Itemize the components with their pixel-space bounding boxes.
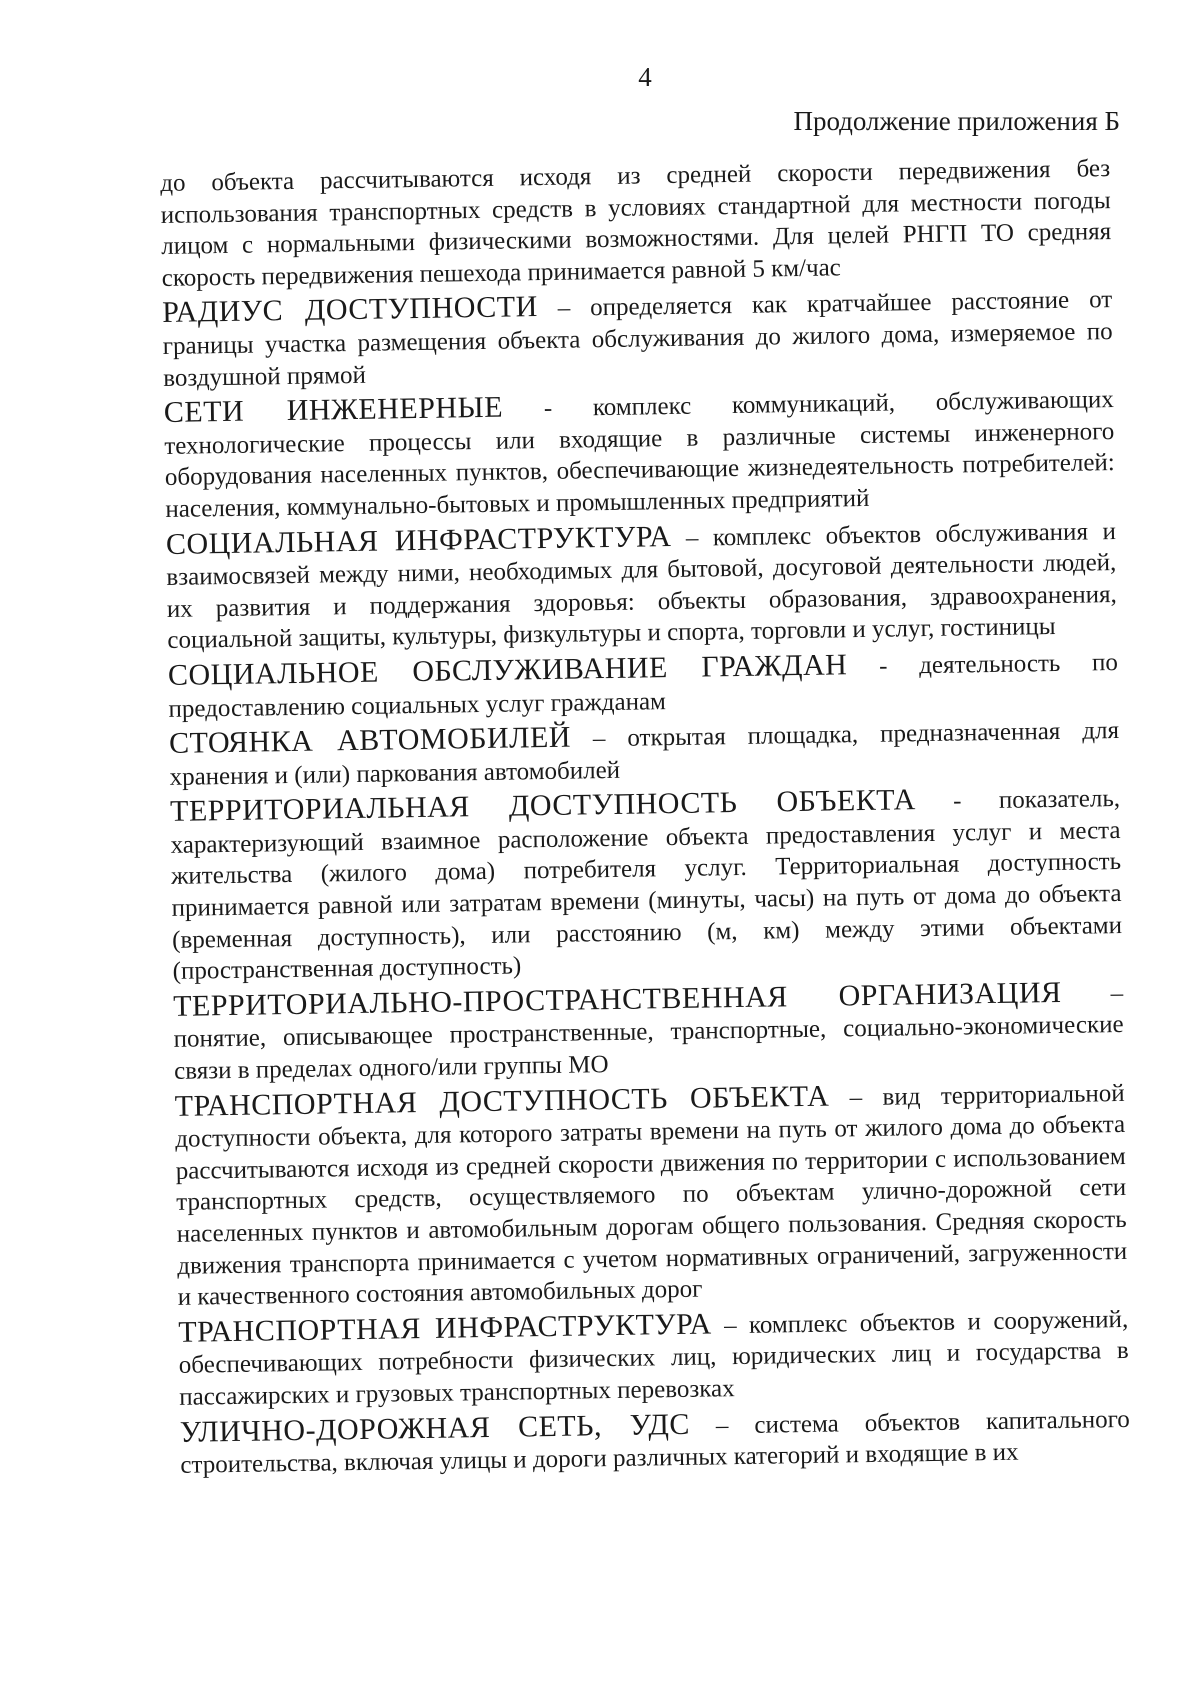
definition-socialnoe-obsluzhivanie — [168, 645, 1119, 725]
definition-socialnaya-infrastruktura — [166, 514, 1118, 657]
definition-term: ТРАНСПОРТНАЯ ИНФРАСТРУКТУРА — [178, 1307, 712, 1349]
definition-transportnaya-dostupnost — [174, 1076, 1127, 1314]
definition-term: СОЦИАЛЬНАЯ ИНФРАСТРУКТУРА — [165, 519, 672, 561]
definition-term: УЛИЧНО-ДОРОЖНАЯ СЕТЬ, УДС — [179, 1407, 691, 1449]
definition-text: – система объектов капитального строительства, включая улицы и дороги различных категорий и входящие в их — [180, 1405, 1130, 1479]
definition-territorialno-prostranstvennaya — [173, 976, 1124, 1088]
definition-ulichno-dorozhnaya-set — [180, 1401, 1131, 1481]
definition-term: СОЦИАЛЬНОЕ ОБСЛУЖИВАНИЕ ГРАЖДАН — [167, 648, 848, 692]
definition-text: - показатель, характеризующий взаимное расположение объекта предоставления услуг и места жительства (жилого дома) потребителя услуг. Территориальная доступность принимается равной или затратам времени (минуты, часы) на путь от дома до объекта (временная доступность), или расстоянию (м, км) между этими объектами (пространственная доступность) — [170, 785, 1123, 986]
definition-territorialnaya-dostupnost — [170, 781, 1123, 987]
page-number: 4 — [638, 62, 652, 92]
appendix-continuation-label: Продолжение приложения Б — [793, 106, 1120, 136]
definition-stoyanka-avtomobiley — [169, 713, 1120, 793]
definition-text: – комплекс объектов и сооружений, обеспечивающих потребности физических лиц, юридических лиц и государства в пассажирских и грузовых транспортных перевозках — [178, 1305, 1129, 1411]
document-body — [160, 153, 1131, 1485]
definition-term: СТОЯНКА АВТОМОБИЛЕЙ — [168, 720, 572, 761]
definition-text: – комплекс объектов обслуживания и взаимосвязей между ними, необходимых для бытовой, досуговой деятельности людей, их развития и поддержания здоровья: объекты образования, здравоохранения, социальной защиты, культуры, физкультуры и спорта, торговли и услуг, гостиницы — [166, 517, 1118, 655]
intro-paragraph: до объекта рассчитываются исходя из средней скорости передвижения без использования транспортных средств в условиях стандартной для местности погоды лицом с нормальными физическими возможностями. Для целей РНГП ТО средняя скорость передвижения пешехода принимается равной 5 км/час — [160, 155, 1112, 292]
definition-text: – вид территориальной доступности объекта, для которого затраты времени на путь от жилого дома до объекта рассчитываются исходя из средней скорости движения по территории с использованием транспортных средств, осуществляемого по объектам улично-дорожной сети населенных пунктов и автомобильным дорогам общего пользования. Средняя скорость движения транспорта принимается с учетом нормативных ограничений, загруженности и качественного состояния автомобильных дорог — [175, 1079, 1128, 1312]
definition-text: – открытая площадка, предназначенная для хранения и (или) паркования автомобилей — [169, 717, 1120, 791]
definition-radius-dostupnosti — [162, 282, 1113, 394]
definition-text: - комплекс коммуникаций, обслуживающих технологические процессы или входящие в различные системы инженерного оборудования населенных пунктов, обеспечивающие жизнедеятельность потребителей: населения, коммунально-бытовых и промышленных предприятий — [164, 386, 1115, 523]
definition-seti-inzhenernye — [164, 382, 1116, 525]
definition-transportnaya-infrastruktura — [178, 1302, 1129, 1414]
definition-text: - деятельность по предоставлению социальных услуг гражданам — [168, 648, 1119, 723]
definition-text: – понятие, описывающее пространственные, транспортные, социально-экономические связи в пределах одного/или группы МО — [173, 979, 1124, 1085]
definition-term: ТЕРРИТОРИАЛЬНО-ПРОСТРАНСТВЕННАЯ ОРГАНИЗАЦИЯ — [172, 975, 1062, 1023]
definition-term: СЕТИ ИНЖЕНЕРНЫЕ — [163, 390, 504, 430]
definition-term: ТЕРРИТОРИАЛЬНАЯ ДОСТУПНОСТЬ ОБЪЕКТА — [169, 783, 916, 829]
definition-term: РАДИУС ДОСТУПНОСТИ — [162, 290, 539, 330]
definition-term: ТРАНСПОРТНАЯ ДОСТУПНОСТЬ ОБЪЕКТА — [174, 1079, 830, 1123]
definition-text: – определяется как кратчайшее расстояние от границы участка размещения объекта обслуживания до жилого дома, измеряемое по воздушной прямой — [162, 286, 1113, 392]
